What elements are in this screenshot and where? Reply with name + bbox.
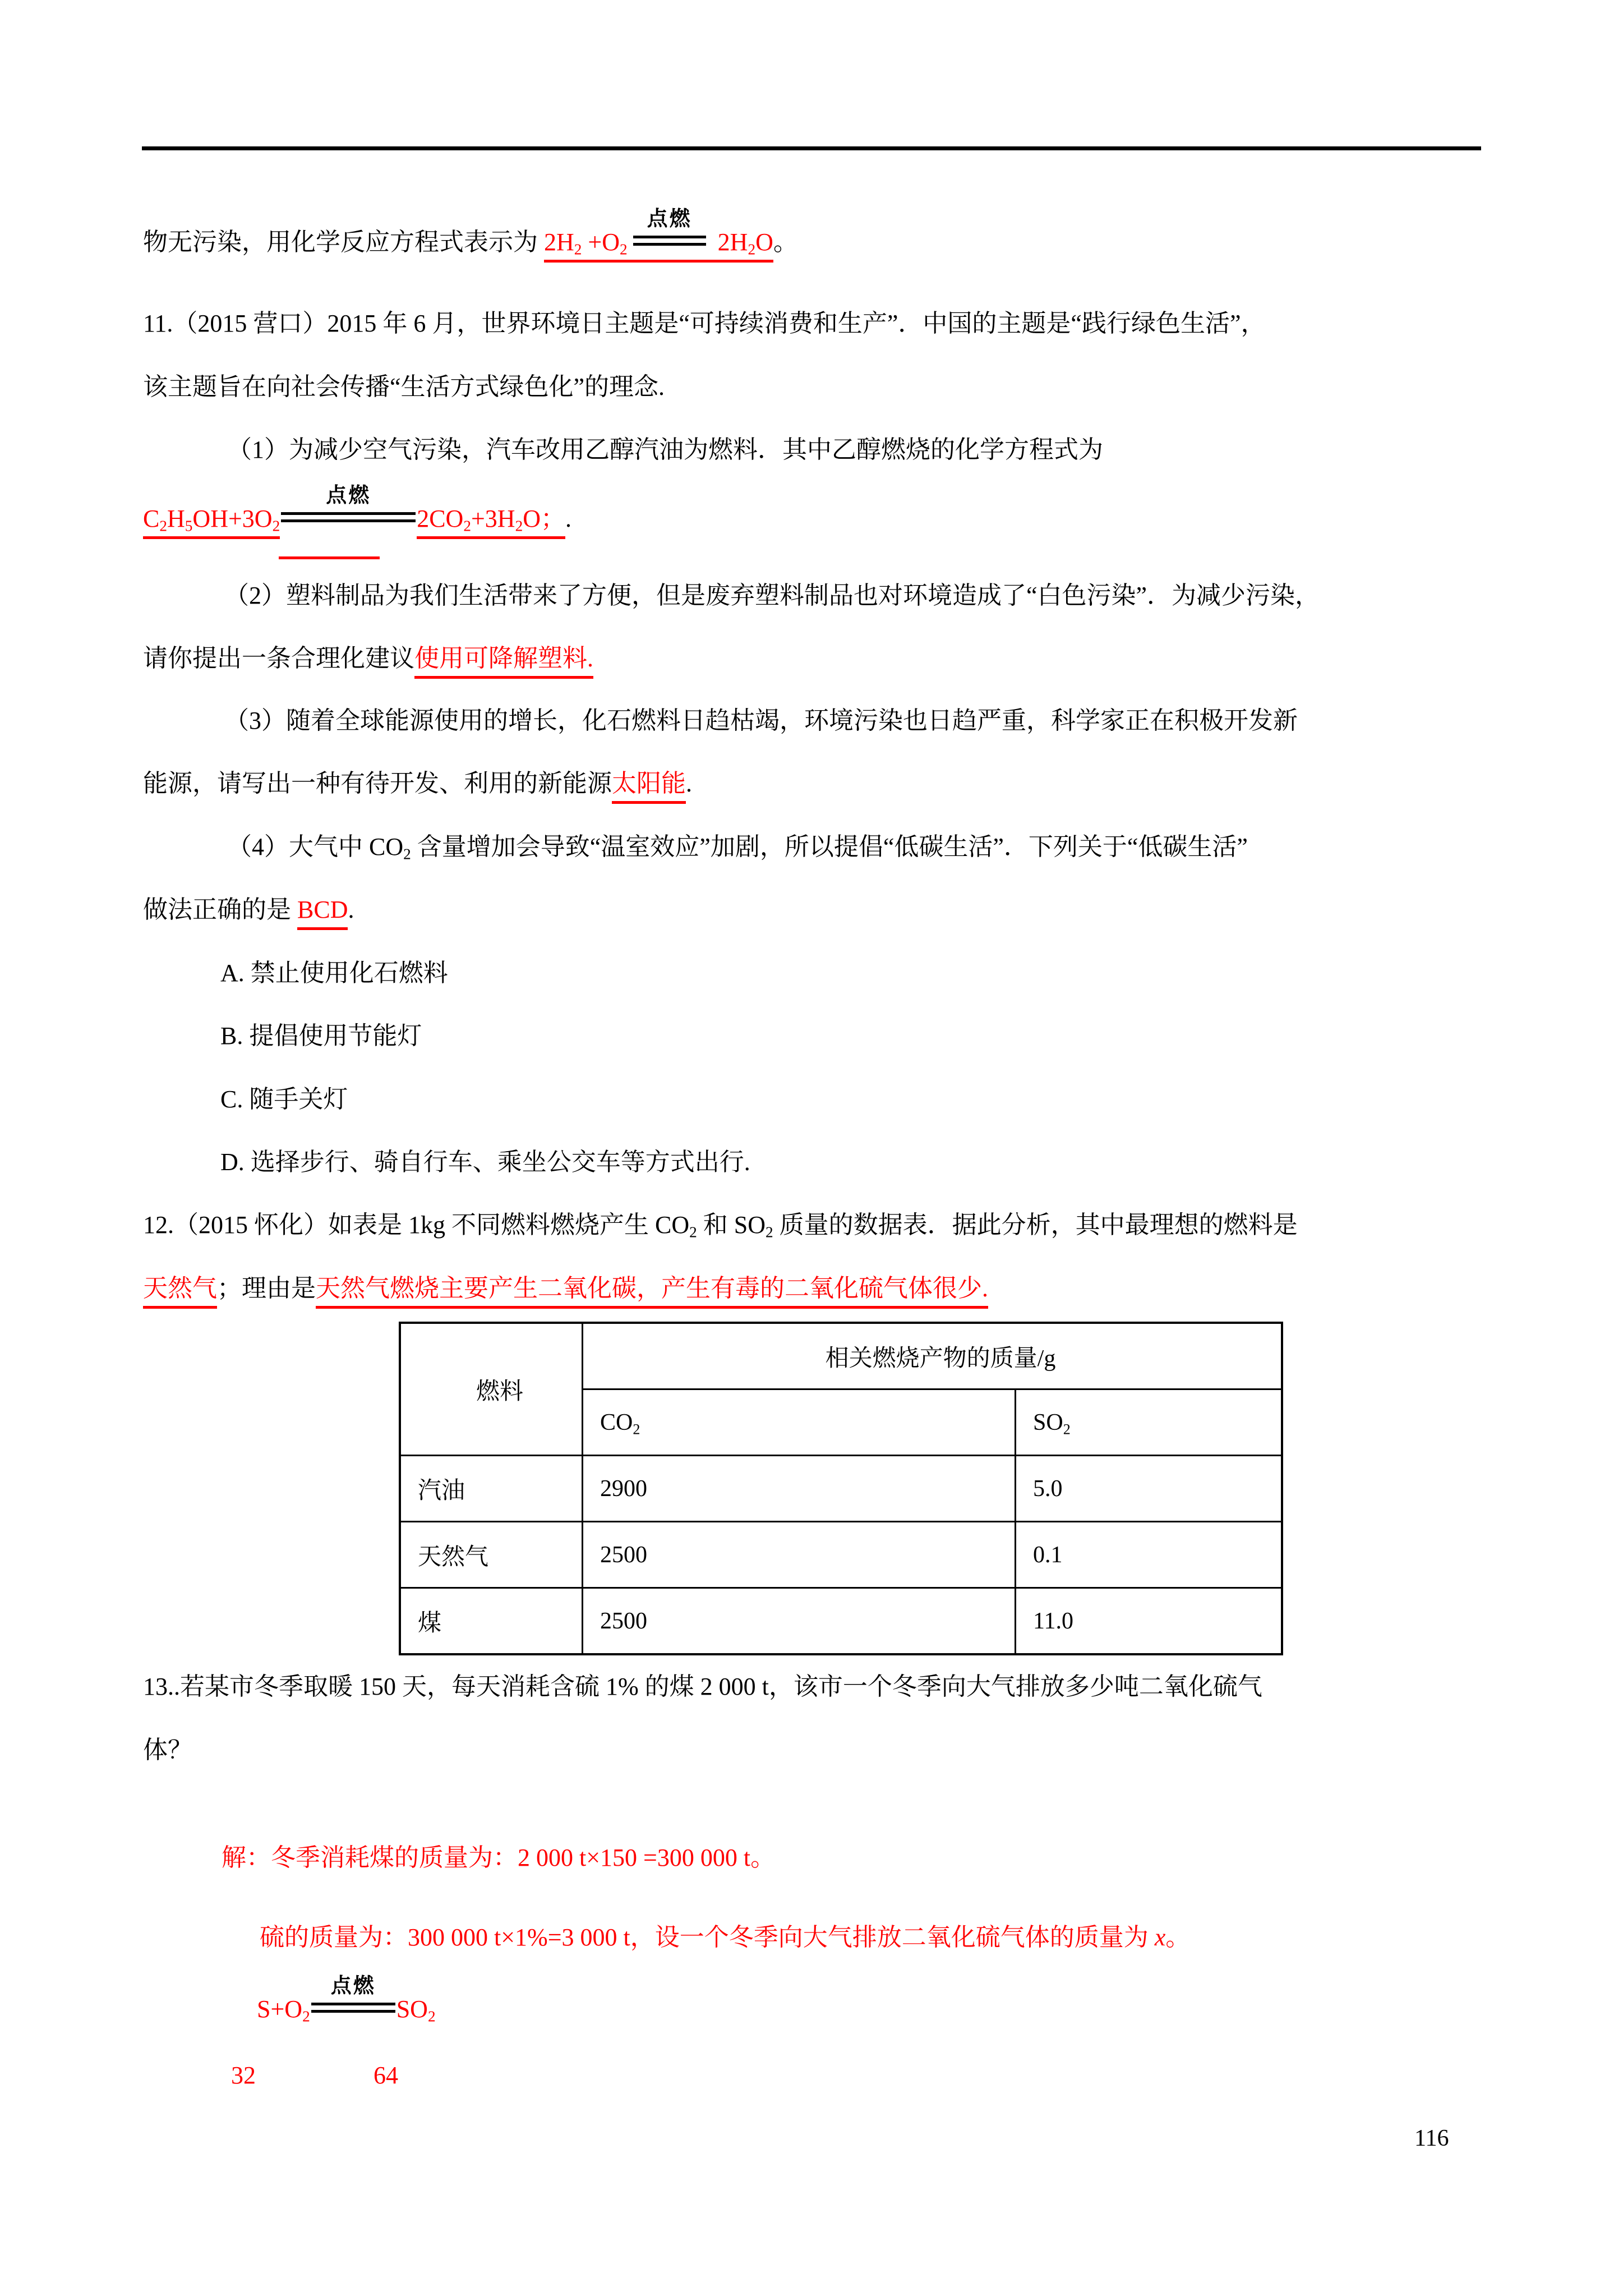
- table-row: [400, 1588, 1282, 1655]
- body-text: 请你提出一条合理化建议: [143, 645, 414, 672]
- answer-equation-ethanol-left: [143, 505, 280, 539]
- so2-cell: 0.1: [1016, 1522, 1283, 1588]
- body-text: 11.（2015 营口）2015 年 6 月，世界环境日主题是“可持续消费和生产”．中国的主题是“践行绿色生活”，: [143, 310, 1266, 337]
- table-row: [400, 1456, 1282, 1522]
- option-d: [220, 1144, 750, 1180]
- formula-subscript: 2: [302, 2008, 310, 2025]
- body-text: 能源，请写出一种有待开发、利用的新能源: [143, 770, 612, 797]
- body-text: 体？: [143, 1736, 192, 1764]
- formula-segment: OH+3O: [192, 505, 273, 532]
- question-12-line1: [143, 1207, 1298, 1243]
- question-11-item1: [227, 432, 1103, 468]
- answer-equation-ethanol: [143, 484, 571, 537]
- formula-segment: H: [167, 505, 185, 532]
- formula-subscript: 5: [185, 517, 193, 535]
- molar-mass-row: [231, 2058, 398, 2093]
- body-text: 13..若某市冬季取暖 150 天，每天消耗含硫 1% 的煤 2 000 t，该市一个冬季向大气排放多少吨二氧化硫气: [143, 1673, 1262, 1700]
- formula-segment: 2H: [544, 228, 574, 256]
- so2-column-header: [1016, 1389, 1283, 1456]
- option-text: B. 提倡使用节能灯: [220, 1022, 422, 1050]
- answer-natural-gas: 天然气: [143, 1274, 217, 1309]
- solution-step-1: [222, 1840, 775, 1876]
- formula-segment: SO: [1033, 1409, 1063, 1435]
- solution-step-2: [260, 1920, 1190, 1955]
- formula-segment: 2H: [711, 228, 748, 256]
- formula-subscript: 2: [766, 1223, 773, 1241]
- ignite-condition: [281, 484, 416, 522]
- header-rule: [142, 146, 1481, 150]
- table-header-row: [400, 1323, 1282, 1389]
- formula-subscript: 2: [272, 517, 280, 535]
- fuel-cell: 煤: [400, 1588, 583, 1655]
- answer-equation-ethanol-right: [417, 505, 565, 539]
- formula-segment: CO: [600, 1409, 633, 1435]
- molar-mass-s: 32: [231, 2062, 256, 2089]
- formula-subscript: 2: [403, 845, 411, 863]
- formula-subscript: 2: [427, 2008, 436, 2025]
- formula-subscript: 2: [574, 241, 582, 258]
- ignite-condition-label: 点燃: [647, 208, 692, 231]
- ignite-condition: [633, 208, 706, 246]
- body-text: 。: [773, 228, 798, 256]
- formula-subscript: 2: [748, 241, 756, 258]
- body-text: （1）为减少空气污染，汽车改用乙醇汽油为燃料．其中乙醇燃烧的化学方程式为: [227, 436, 1103, 463]
- question-13-line2: [143, 1732, 192, 1768]
- answer-natural-gas-reason: 天然气燃烧主要产生二氧化碳，产生有毒的二氧化硫气体很少.: [316, 1274, 988, 1309]
- products-column-header: 相关燃烧产物的质量/g: [583, 1323, 1283, 1389]
- body-text: .: [348, 896, 354, 923]
- body-text: 12.（2015 怀化）如表是 1kg 不同燃料燃烧产生 CO: [143, 1211, 690, 1239]
- formula-segment: +3H: [471, 505, 515, 532]
- body-text: 该主题旨在向社会传播“生活方式绿色化”的理念.: [143, 373, 665, 401]
- answer-bcd: BCD: [297, 896, 348, 930]
- body-text: 物无污染，用化学反应方程式表示为: [143, 228, 544, 256]
- fuel-cell: 汽油: [400, 1456, 583, 1522]
- answer-blank-line: [279, 556, 380, 559]
- so2-cell: 11.0: [1016, 1588, 1283, 1655]
- answer-solar-energy: 太阳能: [612, 770, 686, 804]
- co2-cell: 2900: [583, 1456, 1016, 1522]
- answer-equation-h2: [544, 208, 773, 263]
- body-text: 含量增加会导致“温室效应”加剧，所以提倡“低碳生活”．下列关于“低碳生活”: [411, 833, 1248, 861]
- co2-column-header: [583, 1389, 1016, 1456]
- answer-equation-sulfur: [257, 1975, 436, 2027]
- fuel-column-header: 燃料: [400, 1323, 583, 1456]
- body-text: 做法正确的是: [143, 896, 297, 923]
- body-text: （3）随着全球能源使用的增长，化石燃料日趋枯竭，环境污染也日趋严重，科学家正在积极开发新: [224, 707, 1298, 734]
- formula-subscript: 2: [1063, 1420, 1071, 1437]
- option-a: [220, 955, 448, 991]
- question-11-item3: [224, 703, 1298, 739]
- body-text: （2）塑料制品为我们生活带来了方便，但是废弃塑料制品也对环境造成了“白色污染”．为减少污染，: [224, 582, 1320, 609]
- ignite-condition-label: 点燃: [326, 484, 371, 507]
- option-b: [220, 1018, 422, 1054]
- question-11-item4-answer-line: [143, 892, 354, 928]
- fuel-cell: 天然气: [400, 1522, 583, 1588]
- formula-subscript: 2: [463, 517, 471, 535]
- option-text: A. 禁止使用化石燃料: [220, 959, 448, 987]
- formula-segment: C: [143, 505, 160, 532]
- so2-cell: 5.0: [1016, 1456, 1283, 1522]
- co2-cell: 2500: [583, 1588, 1016, 1655]
- body-text: （4）大气中 CO: [227, 833, 404, 861]
- option-text: D. 选择步行、骑自行车、乘坐公交车等方式出行.: [220, 1148, 750, 1176]
- question-11-line1: [143, 306, 1265, 342]
- question-11-line2: [143, 369, 665, 405]
- body-text: .: [565, 505, 571, 532]
- question-11-item4: [227, 829, 1248, 865]
- fuel-table: [399, 1322, 1283, 1655]
- solution-text: 硫的质量为：300 000 t×1%=3 000 t，设一个冬季向大气排放二氧化硫气体的质量为: [260, 1924, 1155, 1951]
- variable-x: x: [1154, 1924, 1166, 1951]
- table-row: [400, 1522, 1282, 1588]
- body-text: 质量的数据表．据此分析，其中最理想的燃料是: [773, 1211, 1298, 1239]
- answer-degradable-plastic: 使用可降解塑料.: [414, 645, 593, 679]
- ignite-condition-label: 点燃: [330, 1975, 376, 1998]
- formula-segment: 2CO: [417, 505, 464, 532]
- body-text: ；理由是: [217, 1274, 316, 1302]
- question-11-item2: [224, 578, 1320, 614]
- co2-cell: 2500: [583, 1522, 1016, 1588]
- formula-segment: O: [755, 228, 773, 256]
- formula-subscript: 2: [633, 1420, 640, 1437]
- formula-segment: +O: [582, 228, 620, 256]
- formula-subscript: 2: [159, 517, 167, 535]
- body-text: 和 SO: [697, 1211, 766, 1239]
- formula-subscript: 2: [620, 241, 628, 258]
- option-c: [220, 1082, 348, 1117]
- solution-text: 解：冬季消耗煤的质量为：2 000 t×150 =300 000 t。: [222, 1844, 776, 1871]
- body-text: .: [686, 770, 692, 797]
- paragraph-h2-equation: [143, 208, 798, 260]
- ignite-condition: [311, 1975, 395, 2013]
- formula-subscript: 2: [689, 1223, 697, 1241]
- question-12-answer-line: [143, 1271, 988, 1306]
- solution-text: 。: [1165, 1924, 1191, 1951]
- formula-segment: O；: [523, 505, 565, 532]
- option-text: C. 随手关灯: [220, 1085, 348, 1113]
- question-13-line1: [143, 1669, 1262, 1705]
- molar-mass-so2: 64: [374, 2062, 398, 2089]
- question-11-item2-answer-line: [143, 641, 593, 677]
- formula-subscript: 2: [515, 517, 523, 535]
- question-11-item3-answer-line: [143, 766, 692, 802]
- page-number: 116: [1414, 2125, 1449, 2151]
- formula-segment: SO: [396, 1995, 428, 2023]
- formula-segment: S+O: [257, 1995, 303, 2023]
